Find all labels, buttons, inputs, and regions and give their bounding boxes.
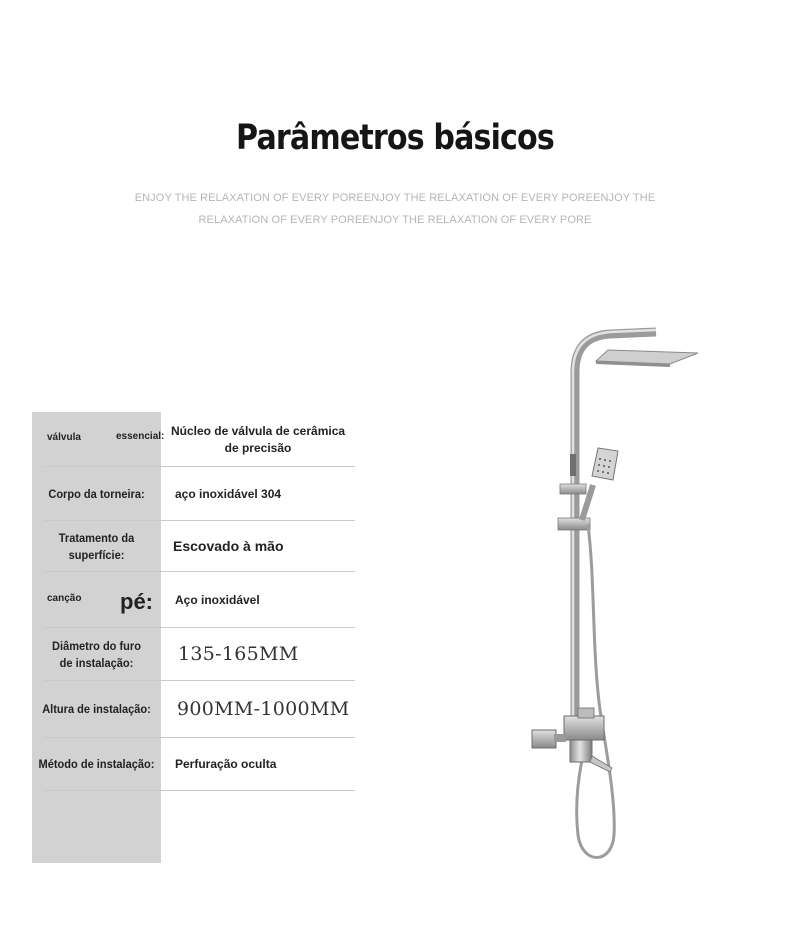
spec-row-install-height [32,681,355,738]
spec-label: Tratamento da superfície: [58,530,135,562]
spec-row-install-method [32,738,355,791]
spec-label-part: válvula [47,432,81,443]
spec-label [32,572,161,628]
spec-row-valve-core [32,412,355,467]
spec-label: Diâmetro do furo de instalação: [52,638,141,670]
spec-row-surface [32,521,355,572]
spec-label: Método de instalação: [38,757,155,771]
spec-row-faucet-body [32,467,355,521]
spec-value: Perfuração oculta [175,757,277,771]
spec-value: 135-165MM [178,643,299,665]
spec-value: Escovado à mão [173,538,284,554]
spec-value: aço inoxidável 304 [175,486,282,501]
spec-value: Aço inoxidável [175,592,260,607]
shower-set-image [520,320,720,880]
spec-label-part: pé: [120,589,153,614]
spec-label-part: essencial: [116,431,165,442]
spec-row-hole-diameter [32,628,355,681]
spec-label-part: canção [47,593,82,604]
spec-label: Altura de instalação: [42,702,151,716]
spec-row-base [32,572,355,628]
spec-label: Corpo da torneira: [48,486,145,501]
spec-value: 900MM-1000MM [177,698,350,720]
page-subtitle [130,187,660,231]
spec-label [32,412,165,467]
subtitle-line-2: RELAXATION OF EVERY POREENJOY THE RELAXATION OF EVERY PORE [198,214,592,226]
spec-table [32,412,355,863]
subtitle-line-1: ENJOY THE RELAXATION OF EVERY POREENJOY THE RELAXATION OF EVERY POREENJOY THE [134,192,656,204]
spec-value: Núcleo de válvula de cerâmica de precisão [170,423,346,455]
page-title: Parâmetros básicos [236,118,554,158]
row-divider [44,790,355,791]
